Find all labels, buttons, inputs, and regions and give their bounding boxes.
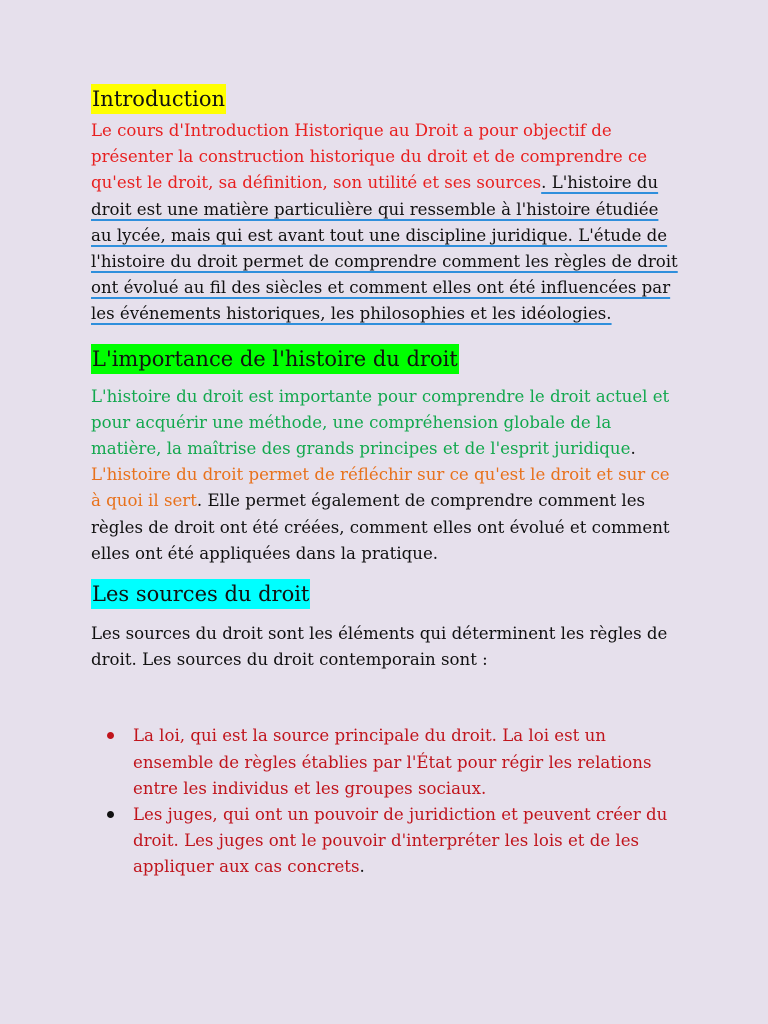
bullet-icon — [107, 732, 114, 739]
intro-red-text: Le cours d'Introduction Historique au Droit a pour objectif de présenter la construction historique du droit et de comprendre ce qu'est le droit, sa définition, son utilité et ses sources — [91, 121, 648, 193]
bullet-icon — [107, 811, 114, 818]
list-item — [91, 802, 681, 881]
importance-black-text: Elle permet également de comprendre comment les règles de droit ont été créées, comment elles ont évolué et comment elles ont été appliquées dans la pratique. — [91, 491, 670, 563]
sources-list — [91, 723, 681, 880]
sources-list-wrapper — [91, 723, 681, 880]
list-item — [91, 723, 681, 802]
sources-intro-paragraph: Les sources du droit sont les éléments qui déterminent les règles de droit. Les sources du droit contemporain sont : — [91, 624, 668, 670]
list-item-text: La loi, qui est la source principale du droit. La loi est un ensemble de règles établies par l'État pour régir les relations entre les individus et les groupes sociaux. — [133, 726, 652, 798]
importance-green-text: L'histoire du droit est importante pour comprendre le droit actuel et pour acquérir une méthode, une compréhension globale de la matière, la maîtrise des grands principes et de l'esprit juridique — [91, 386, 670, 459]
heading-introduction: Introduction — [91, 84, 226, 114]
heading-sources: Les sources du droit — [91, 579, 310, 609]
importance-paragraph — [91, 384, 681, 567]
list-item-tail: . — [359, 857, 365, 877]
intro-underlined-text: . L'histoire du droit est une matière particulière qui ressemble à l'histoire étudiée au lycée, mais qui est avant tout une discipline juridique. L'étude de l'histoire du droit permet de comprendre comment les règles de droit ont évolué au fil des siècles et comment elles ont été influencées par les événements historiques, les philosophies et les idéologies. — [91, 173, 678, 324]
document-page — [91, 84, 681, 881]
heading-importance: L'importance de l'histoire du droit — [91, 344, 459, 374]
list-item-text: Les juges, qui ont un pouvoir de juridiction et peuvent créer du droit. Les juges ont le pouvoir d'interpréter les lois et de les appliquer aux cas concrets — [133, 805, 668, 877]
importance-period-2: . — [196, 491, 203, 511]
intro-paragraph — [91, 118, 681, 328]
importance-period-1: . — [630, 439, 636, 459]
importance-orange-text: L'histoire du droit permet de réfléchir sur ce qu'est le droit et sur ce à quoi il sert — [91, 465, 670, 511]
